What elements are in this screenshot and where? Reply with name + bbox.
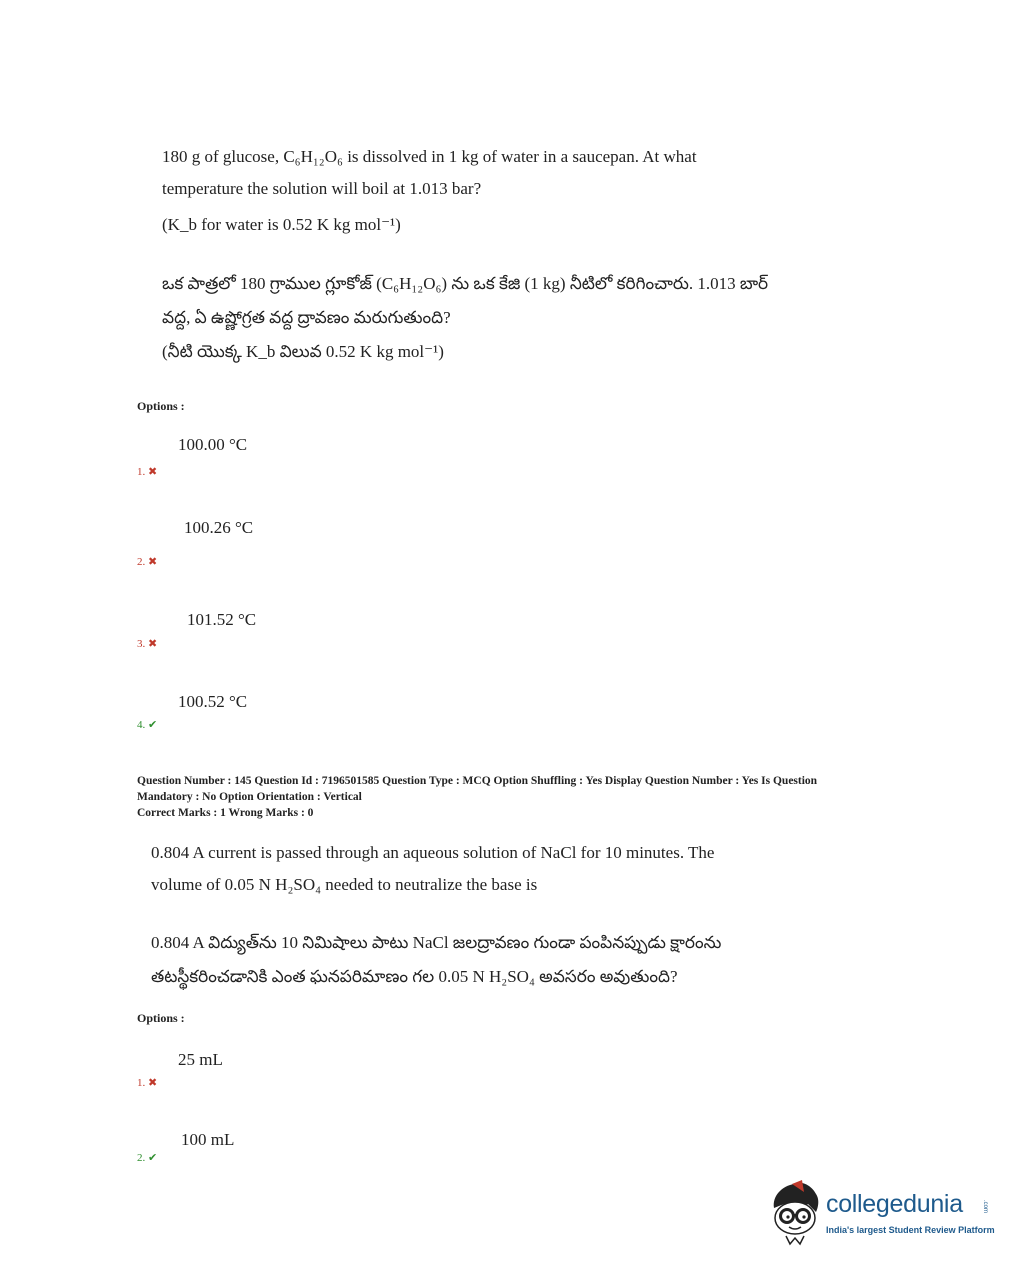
question-2-telugu-line-2: తటస్థీకరించడానికి ఎంత ఘనపరిమాణం గల 0.05 N H₂SO₄ అవసరం అవుతుంది? bbox=[151, 967, 678, 986]
question-1-english-line-3: (K_b for water is 0.52 K kg mol⁻¹) bbox=[162, 215, 401, 234]
question-2-meta-line-2: Mandatory : No Option Orientation : Vertical bbox=[137, 790, 362, 803]
question-2-english-line-1: 0.804 A current is passed through an aqueous solution of NaCl for 10 minutes. The bbox=[151, 843, 715, 862]
question-1-english-line-1: 180 g of glucose, C₆H₁₂O₆ is dissolved in 1 kg of water in a saucepan. At what bbox=[162, 147, 697, 166]
question-1-options-label: Options : bbox=[137, 399, 185, 413]
question-2-option-2-number: 2. ✔ bbox=[137, 1152, 158, 1164]
question-1-telugu-line-1: ఒక పాత్రలో 180 గ్రాముల గ్లూకోజ్ (C₆H₁₂O₆) ను ఒక కేజి (1 kg) నీటిలో కరిగించారు. 1.013 బార్ bbox=[162, 274, 769, 293]
collegedunia-logo bbox=[768, 1178, 998, 1248]
question-1-telugu-line-2: వద్ద, ఏ ఉష్ణోగ్రత వద్ద ద్రావణం మరుగుతుంది? bbox=[162, 308, 451, 327]
question-2-english bbox=[151, 837, 851, 901]
question-1-option-4-text: 100.52 °C bbox=[178, 692, 248, 711]
question-2-options-label: Options : bbox=[137, 1011, 185, 1025]
wrong-mark-icon: ✖ bbox=[148, 1077, 158, 1089]
mascot-icon bbox=[768, 1178, 826, 1248]
question-1-telugu-line-3: (నీటి యొక్క K_b విలువ 0.52 K kg mol⁻¹) bbox=[162, 342, 444, 361]
question-1-option-1-number: 1. ✖ bbox=[137, 466, 158, 478]
question-2-option-1-text: 25 mL bbox=[178, 1050, 223, 1069]
question-2-telugu-line-1: 0.804 A విద్యుత్‌ను 10 నిమిషాలు పాటు NaCl జలద్రావణం గుండా పంపినప్పుడు క్షారంను bbox=[151, 933, 722, 952]
question-1-option-2-number: 2. ✖ bbox=[137, 556, 158, 568]
wrong-mark-icon: ✖ bbox=[148, 556, 158, 568]
logo-tagline: India's largest Student Review Platform bbox=[826, 1225, 995, 1235]
question-1-option-2-text: 100.26 °C bbox=[184, 518, 254, 537]
question-2-telugu bbox=[151, 926, 851, 994]
question-1-option-4-number: 4. ✔ bbox=[137, 719, 158, 731]
question-1-telugu bbox=[162, 267, 852, 369]
question-2-option-1-number: 1. ✖ bbox=[137, 1077, 158, 1089]
correct-mark-icon: ✔ bbox=[148, 719, 158, 731]
wrong-mark-icon: ✖ bbox=[148, 638, 158, 650]
correct-mark-icon: ✔ bbox=[148, 1152, 158, 1164]
question-2-meta-line-3: Correct Marks : 1 Wrong Marks : 0 bbox=[137, 807, 314, 819]
question-2-english-line-2: volume of 0.05 N H₂SO₄ needed to neutralize the base is bbox=[151, 875, 538, 894]
question-2-meta-line-1: Question Number : 145 Question Id : 7196501585 Question Type : MCQ Option Shuffling : Yes Display Question Number : Yes Is Question bbox=[137, 775, 818, 787]
logo-domain-suffix: .com bbox=[982, 1200, 988, 1214]
logo-name: collegedunia bbox=[826, 1190, 963, 1218]
question-1-option-3-text: 101.52 °C bbox=[187, 610, 257, 629]
question-1-option-1-text: 100.00 °C bbox=[178, 435, 248, 454]
wrong-mark-icon: ✖ bbox=[148, 466, 158, 478]
question-2-meta bbox=[137, 774, 907, 822]
question-2-option-2-text: 100 mL bbox=[181, 1130, 235, 1149]
question-1-option-3-number: 3. ✖ bbox=[137, 638, 158, 650]
question-1-english bbox=[162, 141, 842, 241]
question-1-english-line-2: temperature the solution will boil at 1.013 bar? bbox=[162, 179, 482, 198]
